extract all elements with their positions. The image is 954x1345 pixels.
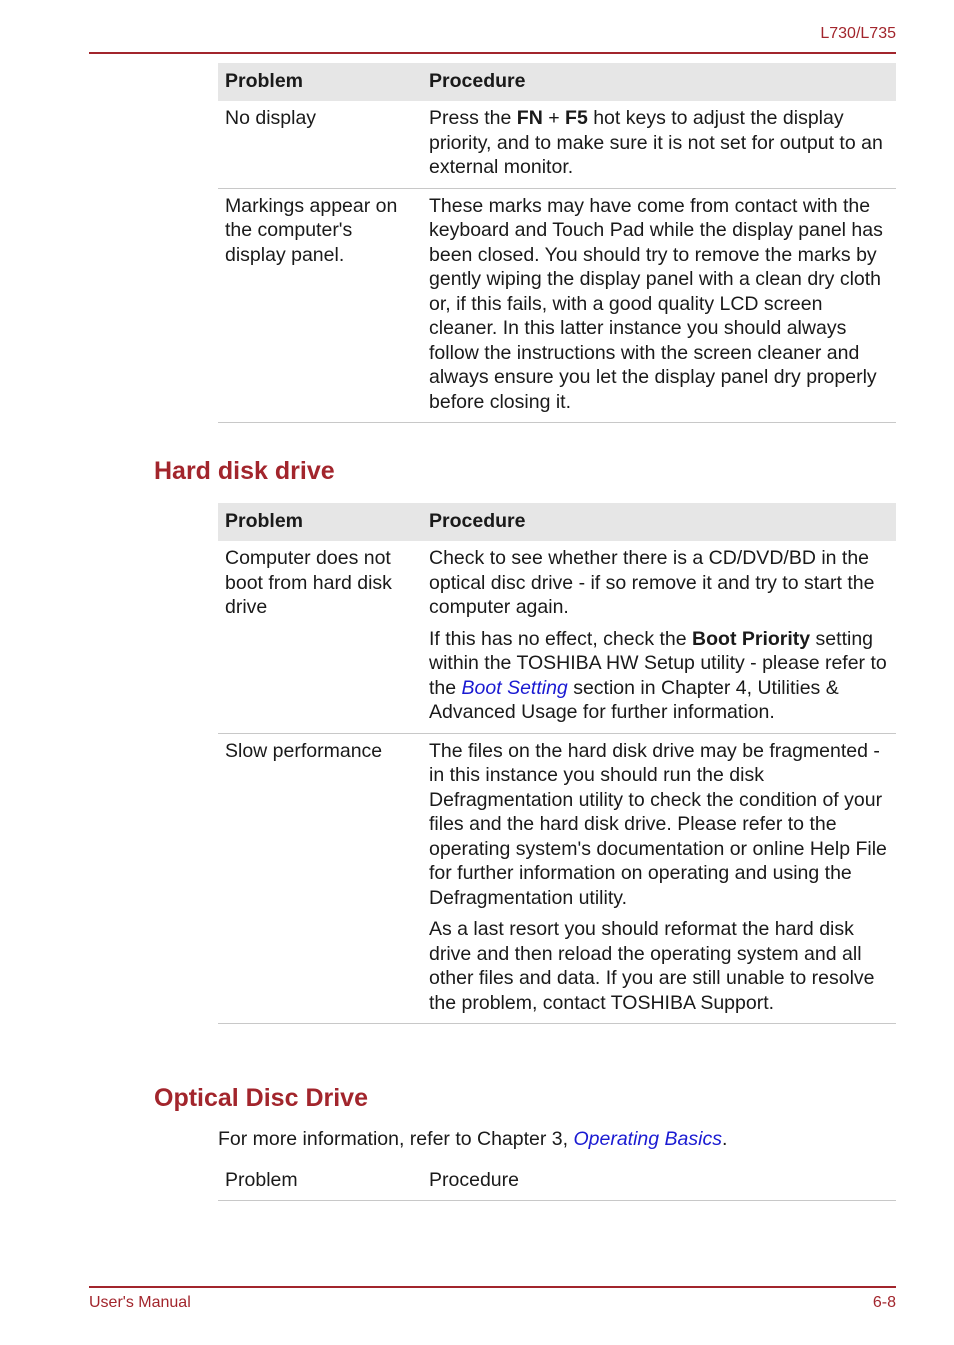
optical-intro-paragraph xyxy=(218,1128,727,1151)
hdd-problems-table xyxy=(218,503,896,1024)
table-row xyxy=(218,188,896,423)
procedure-paragraph: As a last resort you should reformat the hard disk drive and then reload the operating system and all other files and data. If you are still unable to resolve the problem, contact TOSHIBA Support. xyxy=(429,918,875,1014)
section-title-hard-disk-drive: Hard disk drive xyxy=(154,457,335,485)
footer-manual-label: User's Manual xyxy=(89,1294,191,1311)
section-title-optical-disc-drive: Optical Disc Drive xyxy=(154,1084,368,1112)
procedure-text: section in Chapter 4, Utilities & Advanced Usage for further information. xyxy=(429,676,839,723)
col-problem: Problem xyxy=(218,1162,422,1201)
table-header-row xyxy=(218,1162,896,1201)
boot-setting-link[interactable]: Boot Setting xyxy=(461,676,568,699)
procedure-text: Press the xyxy=(429,107,517,129)
intro-text: For more information, refer to Chapter 3, xyxy=(218,1128,574,1150)
procedure-cell xyxy=(422,101,896,188)
problem-cell: Markings appear on the computer's display panel. xyxy=(218,188,422,423)
procedure-text: setting within the TOSHIBA HW Setup utility - please refer to the xyxy=(429,627,887,699)
boot-priority-term: Boot Priority xyxy=(692,627,811,650)
header-rule xyxy=(89,52,896,54)
col-procedure: Procedure xyxy=(422,503,896,541)
footer-page-number: 6-8 xyxy=(872,1294,896,1311)
col-problem: Problem xyxy=(218,503,422,541)
procedure-cell xyxy=(422,541,896,733)
col-procedure: Procedure xyxy=(422,1162,896,1201)
col-problem: Problem xyxy=(218,63,422,101)
procedure-paragraph: Check to see whether there is a CD/DVD/BD in the optical disc drive - if so remove it and try to start the computer again. xyxy=(429,547,875,618)
procedure-text: hot keys to adjust the display priority, and to make sure it is not set for output to an external monitor. xyxy=(429,107,883,178)
optical-problems-table xyxy=(218,1162,896,1201)
display-problems-table xyxy=(218,63,896,423)
header-model: L730/L735 xyxy=(820,25,896,42)
table-row xyxy=(218,541,896,733)
intro-text: . xyxy=(721,1128,728,1150)
table-header-row xyxy=(218,63,896,101)
problem-cell: Slow performance xyxy=(218,733,422,1024)
col-procedure: Procedure xyxy=(422,63,896,101)
problem-cell: Computer does not boot from hard disk drive xyxy=(218,541,422,733)
procedure-text: + xyxy=(542,107,566,129)
problem-cell: No display xyxy=(218,101,422,188)
table-row xyxy=(218,101,896,188)
procedure-cell xyxy=(422,733,896,1024)
table-header-row xyxy=(218,503,896,541)
procedure-paragraph: The files on the hard disk drive may be fragmented - in this instance you should run the disk Defragmentation utility to check the condition of your files and the hard disk drive. Please refer to the operating system's documentation or online Help File for further information on operating and using the Defragmentation utility. xyxy=(429,739,887,909)
footer-rule xyxy=(89,1286,896,1288)
fn-key: FN xyxy=(516,107,543,129)
procedure-text: If this has no effect, check the xyxy=(429,627,693,650)
procedure-cell: These marks may have come from contact with the keyboard and Touch Pad while the display panel has been closed. You should try to remove the marks by gently wiping the display panel with a clean dry cloth or, if this fails, with a good quality LCD screen cleaner. In this latter instance you should always follow the instructions with the screen cleaner and always ensure you let the display panel dry properly before closing it. xyxy=(422,188,896,423)
table-row xyxy=(218,733,896,1024)
procedure-paragraph xyxy=(429,627,889,725)
f5-key: F5 xyxy=(565,107,588,129)
operating-basics-link[interactable]: Operating Basics xyxy=(573,1128,722,1150)
